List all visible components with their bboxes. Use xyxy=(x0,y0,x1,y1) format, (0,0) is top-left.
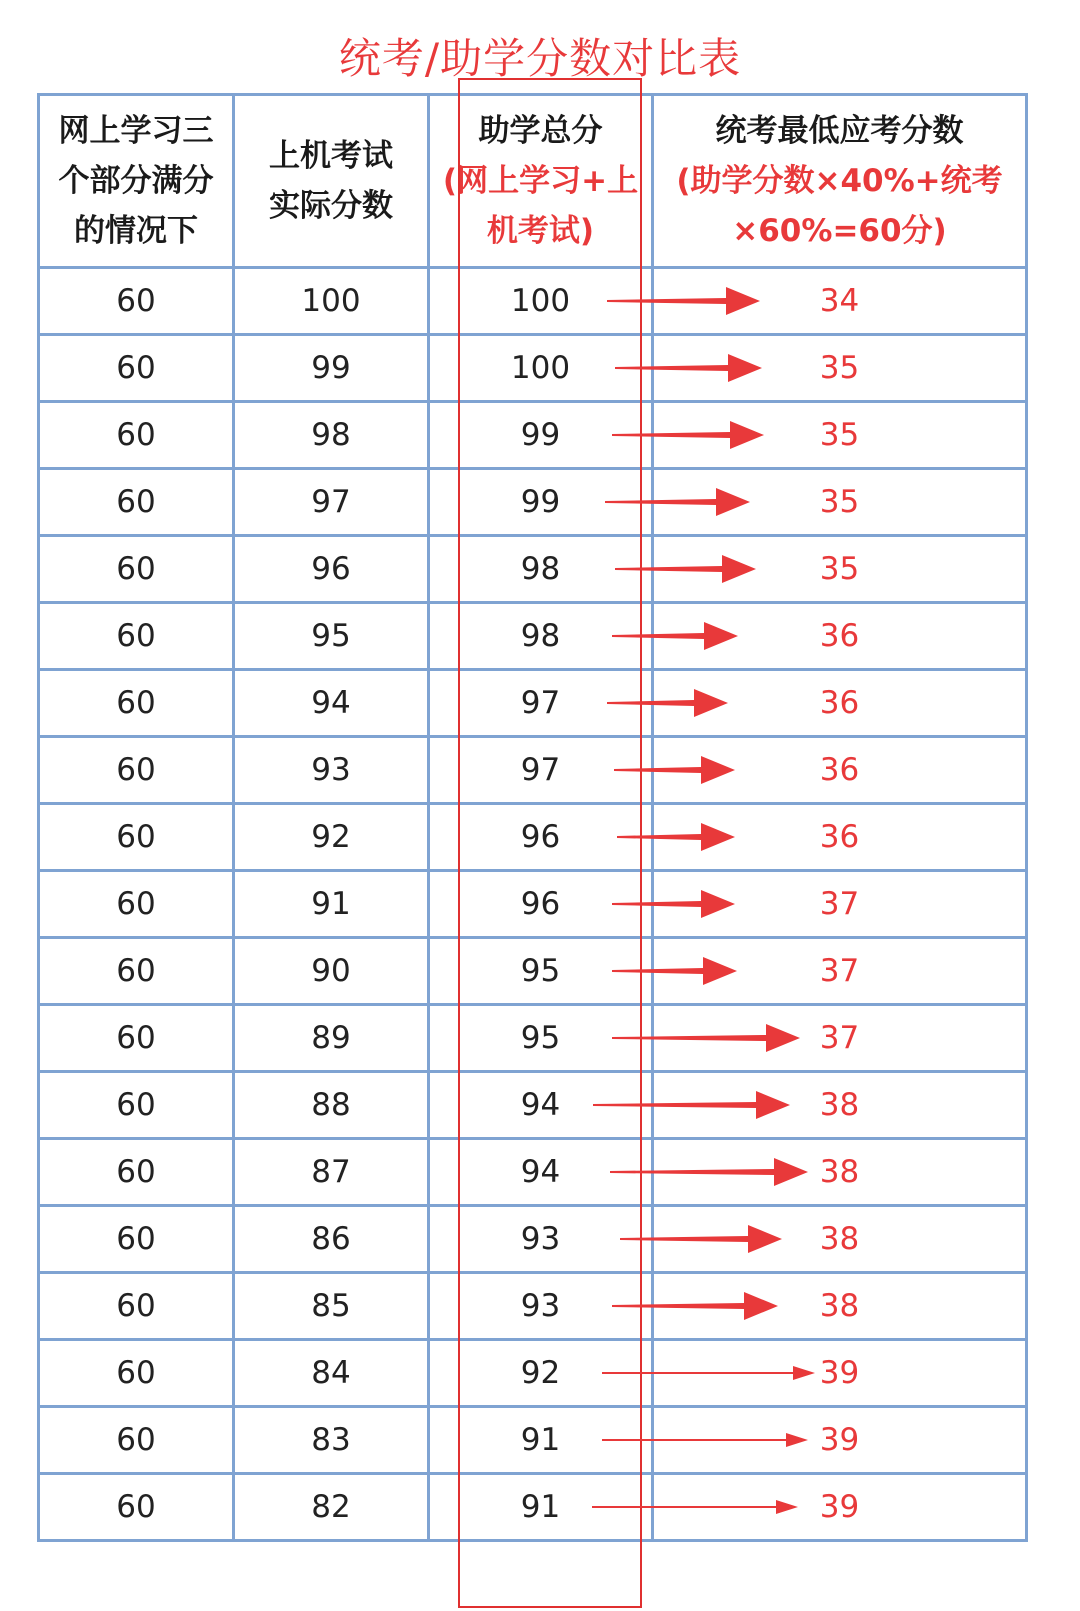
cell-total-score: 94 xyxy=(429,1072,653,1139)
header-exam-label: 上机考试实际分数 xyxy=(269,138,393,224)
table-row xyxy=(39,1407,1027,1474)
cell-total-score: 100 xyxy=(429,335,653,402)
cell-online-score: 60 xyxy=(39,1206,234,1273)
cell-exam-score: 97 xyxy=(234,469,429,536)
table-row xyxy=(39,536,1027,603)
cell-online-score: 60 xyxy=(39,469,234,536)
cell-online-score: 60 xyxy=(39,335,234,402)
table-row xyxy=(39,1206,1027,1273)
cell-min-exam-score: 35 xyxy=(653,335,1027,402)
cell-total-score: 97 xyxy=(429,737,653,804)
cell-exam-score: 93 xyxy=(234,737,429,804)
cell-online-score: 60 xyxy=(39,670,234,737)
table-row xyxy=(39,1474,1027,1541)
table-row xyxy=(39,938,1027,1005)
cell-exam-score: 83 xyxy=(234,1407,429,1474)
cell-min-exam-score: 35 xyxy=(653,469,1027,536)
cell-exam-score: 90 xyxy=(234,938,429,1005)
cell-exam-score: 92 xyxy=(234,804,429,871)
table-row xyxy=(39,335,1027,402)
header-total-score xyxy=(429,95,653,268)
cell-exam-score: 86 xyxy=(234,1206,429,1273)
cell-total-score: 94 xyxy=(429,1139,653,1206)
cell-total-score: 98 xyxy=(429,603,653,670)
table-row xyxy=(39,1340,1027,1407)
cell-min-exam-score: 39 xyxy=(653,1340,1027,1407)
cell-total-score: 97 xyxy=(429,670,653,737)
table-row xyxy=(39,268,1027,335)
cell-online-score: 60 xyxy=(39,1407,234,1474)
cell-total-score: 93 xyxy=(429,1206,653,1273)
cell-online-score: 60 xyxy=(39,938,234,1005)
header-min-score xyxy=(653,95,1027,268)
cell-min-exam-score: 35 xyxy=(653,536,1027,603)
header-total-formula: (网上学习+上机考试) xyxy=(442,163,639,249)
table-row xyxy=(39,1273,1027,1340)
header-online-full-score xyxy=(39,95,234,268)
cell-min-exam-score: 38 xyxy=(653,1072,1027,1139)
cell-total-score: 100 xyxy=(429,268,653,335)
cell-online-score: 60 xyxy=(39,1139,234,1206)
cell-min-exam-score: 37 xyxy=(653,1005,1027,1072)
cell-total-score: 96 xyxy=(429,871,653,938)
cell-online-score: 60 xyxy=(39,268,234,335)
score-comparison-table xyxy=(37,93,1028,1542)
cell-min-exam-score: 36 xyxy=(653,670,1027,737)
table-row xyxy=(39,402,1027,469)
cell-min-exam-score: 34 xyxy=(653,268,1027,335)
table-row xyxy=(39,871,1027,938)
cell-min-exam-score: 38 xyxy=(653,1273,1027,1340)
cell-min-exam-score: 36 xyxy=(653,804,1027,871)
cell-exam-score: 85 xyxy=(234,1273,429,1340)
cell-min-exam-score: 38 xyxy=(653,1206,1027,1273)
cell-online-score: 60 xyxy=(39,1005,234,1072)
cell-total-score: 91 xyxy=(429,1474,653,1541)
cell-min-exam-score: 37 xyxy=(653,871,1027,938)
cell-online-score: 60 xyxy=(39,1072,234,1139)
cell-total-score: 95 xyxy=(429,938,653,1005)
table-row xyxy=(39,804,1027,871)
cell-exam-score: 91 xyxy=(234,871,429,938)
cell-exam-score: 98 xyxy=(234,402,429,469)
header-total-label: 助学总分 xyxy=(478,113,603,149)
cell-online-score: 60 xyxy=(39,737,234,804)
cell-exam-score: 95 xyxy=(234,603,429,670)
cell-exam-score: 89 xyxy=(234,1005,429,1072)
cell-online-score: 60 xyxy=(39,402,234,469)
table-row xyxy=(39,1072,1027,1139)
page-title: 统考/助学分数对比表 xyxy=(338,34,742,83)
table-row xyxy=(39,469,1027,536)
cell-exam-score: 84 xyxy=(234,1340,429,1407)
cell-total-score: 99 xyxy=(429,469,653,536)
cell-total-score: 95 xyxy=(429,1005,653,1072)
cell-total-score: 99 xyxy=(429,402,653,469)
cell-online-score: 60 xyxy=(39,536,234,603)
cell-min-exam-score: 38 xyxy=(653,1139,1027,1206)
cell-min-exam-score: 35 xyxy=(653,402,1027,469)
header-min-label: 统考最低应考分数 xyxy=(715,113,964,149)
cell-exam-score: 88 xyxy=(234,1072,429,1139)
cell-min-exam-score: 36 xyxy=(653,603,1027,670)
table-row xyxy=(39,737,1027,804)
cell-total-score: 92 xyxy=(429,1340,653,1407)
cell-exam-score: 94 xyxy=(234,670,429,737)
cell-exam-score: 99 xyxy=(234,335,429,402)
table-row xyxy=(39,1005,1027,1072)
header-min-formula: (助学分数×40%+统考×60%=60分) xyxy=(676,163,1003,249)
table-row xyxy=(39,603,1027,670)
header-online-label: 网上学习三个部分满分的情况下 xyxy=(58,113,214,249)
cell-min-exam-score: 36 xyxy=(653,737,1027,804)
cell-total-score: 98 xyxy=(429,536,653,603)
cell-min-exam-score: 39 xyxy=(653,1407,1027,1474)
cell-online-score: 60 xyxy=(39,871,234,938)
cell-total-score: 93 xyxy=(429,1273,653,1340)
cell-total-score: 96 xyxy=(429,804,653,871)
table-row xyxy=(39,1139,1027,1206)
cell-online-score: 60 xyxy=(39,804,234,871)
cell-total-score: 91 xyxy=(429,1407,653,1474)
header-exam-score xyxy=(234,95,429,268)
cell-online-score: 60 xyxy=(39,1474,234,1541)
cell-online-score: 60 xyxy=(39,603,234,670)
table-row xyxy=(39,670,1027,737)
cell-min-exam-score: 37 xyxy=(653,938,1027,1005)
cell-exam-score: 87 xyxy=(234,1139,429,1206)
cell-online-score: 60 xyxy=(39,1340,234,1407)
cell-min-exam-score: 39 xyxy=(653,1474,1027,1541)
cell-exam-score: 82 xyxy=(234,1474,429,1541)
cell-exam-score: 100 xyxy=(234,268,429,335)
cell-exam-score: 96 xyxy=(234,536,429,603)
cell-online-score: 60 xyxy=(39,1273,234,1340)
table-header-row xyxy=(39,95,1027,268)
